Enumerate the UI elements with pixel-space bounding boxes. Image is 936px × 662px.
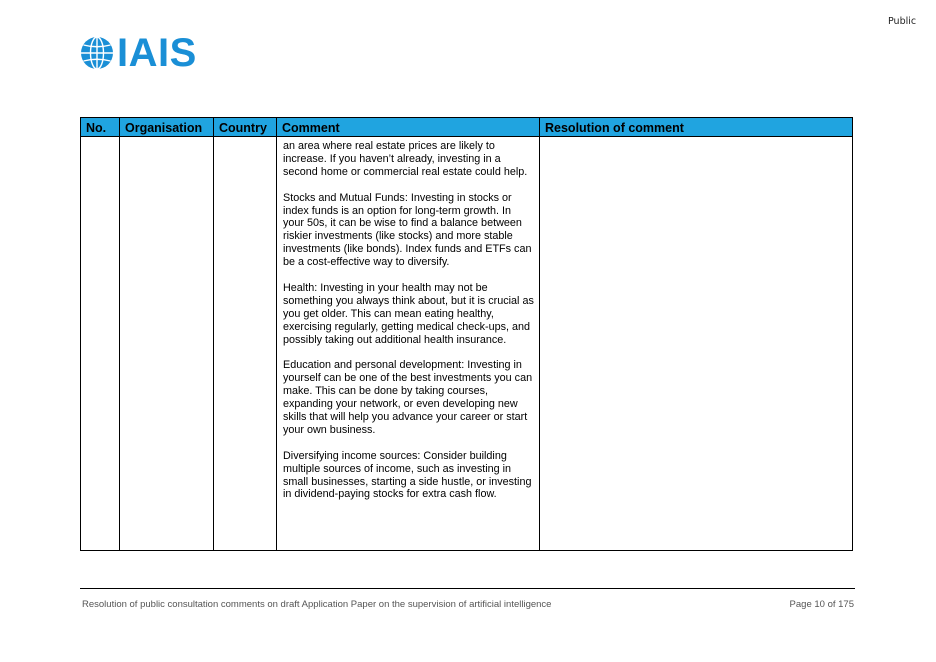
column-header-no: No. [81, 118, 120, 137]
globe-icon [80, 36, 114, 70]
comment-paragraph: Diversifying income sources: Consider building multiple sources of income, such as investing in small businesses, starting a side hustle, or investing in dividend-paying stocks for extra cash flow. [283, 449, 532, 501]
cell-organisation [120, 137, 214, 551]
cell-no [81, 137, 120, 551]
table-header-row [81, 118, 853, 137]
column-header-comment: Comment [277, 118, 540, 137]
cell-country [214, 137, 277, 551]
iais-logo [80, 31, 197, 75]
cell-resolution [540, 137, 853, 551]
footer-document-title: Resolution of public consultation comments on draft Application Paper on the supervision of artificial intelligence [82, 599, 552, 610]
table-row [81, 137, 853, 551]
comment-paragraph: an area where real estate prices are likely to increase. If you haven’t already, investing in a second home or commercial real estate could help. [283, 140, 528, 178]
comments-table [80, 117, 853, 551]
comment-paragraph: Health: Investing in your health may not be something you always think about, but it is crucial as you get older. This can mean eating healthy, exercising regularly, getting medical check-ups, and possibly taking out additional health insurance. [283, 281, 534, 346]
footer-page-number: Page 10 of 175 [789, 599, 854, 610]
column-header-resolution: Resolution of comment [540, 118, 853, 137]
column-header-country: Country [214, 118, 277, 137]
column-header-organisation: Organisation [120, 118, 214, 137]
cell-comment [277, 137, 540, 551]
comment-paragraph: Stocks and Mutual Funds: Investing in stocks or index funds is an option for long-term growth. In your 50s, it can be wise to find a balance between riskier investments (like stocks) and more stable investments (like bonds). Index funds and ETFs can be a cost-effective way to diversify. [283, 191, 532, 269]
comment-paragraph: Education and personal development: Investing in yourself can be one of the best investments you can make. This can be done by taking courses, expanding your network, or even developing new skills that will help you advance your career or start your own business. [283, 359, 533, 436]
classification-label: Public [888, 16, 917, 27]
logo-wordmark: IAIS [117, 31, 197, 75]
footer-divider [80, 588, 855, 589]
